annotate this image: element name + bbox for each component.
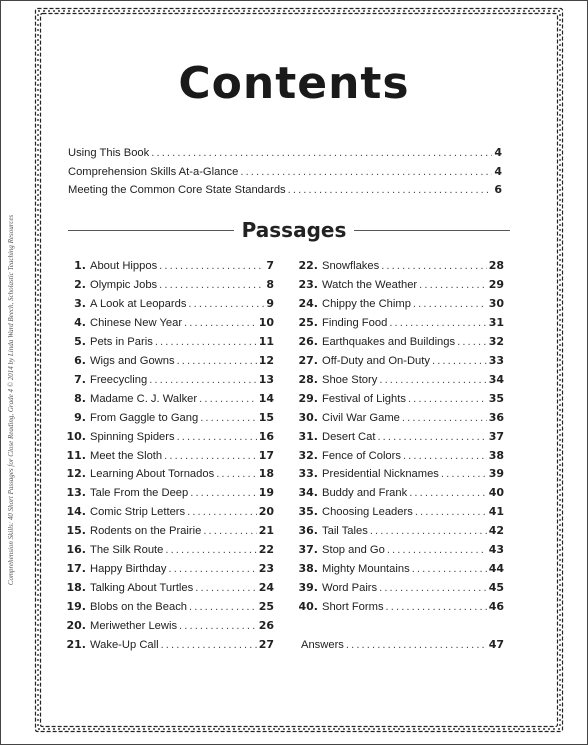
entry-number: 17. xyxy=(66,562,86,576)
page-number: 21 xyxy=(258,524,274,538)
entry-title: Spinning Spiders xyxy=(90,430,175,443)
dot-leader xyxy=(403,450,487,462)
dot-leader xyxy=(179,620,257,632)
dot-leader xyxy=(159,260,264,272)
page-number: 40 xyxy=(488,486,504,500)
dot-leader xyxy=(387,544,487,556)
toc-entry[interactable] xyxy=(68,146,502,165)
entry-title: A Look at Leopards xyxy=(90,297,187,310)
entry-title: Choosing Leaders xyxy=(322,506,413,519)
dot-leader xyxy=(161,639,257,651)
entry-number: 24. xyxy=(298,296,318,310)
toc-entry[interactable] xyxy=(66,373,274,392)
dot-leader xyxy=(187,506,257,518)
entry-number: 12. xyxy=(66,467,86,481)
page-number: 41 xyxy=(488,505,504,519)
entry-title: Off-Duty and On-Duty xyxy=(322,354,430,367)
entry-title: Meriwether Lewis xyxy=(90,620,178,633)
toc-entry[interactable] xyxy=(66,619,274,638)
entry-title: Desert Cat xyxy=(322,430,376,443)
dot-leader xyxy=(159,279,264,291)
toc-entry[interactable] xyxy=(66,335,274,354)
toc-entry[interactable] xyxy=(66,430,274,449)
entry-title: Tale From the Deep xyxy=(90,487,189,500)
page-number: 31 xyxy=(488,315,504,329)
dot-leader xyxy=(169,563,257,575)
page-number: 13 xyxy=(258,372,274,386)
entry-title: Answers xyxy=(301,639,344,651)
entry-title: Watch the Weather xyxy=(322,278,418,291)
entry-title: Comic Strip Letters xyxy=(90,506,186,519)
entry-number: 8. xyxy=(74,391,86,405)
entry-title: Pets in Paris xyxy=(90,335,153,348)
page-number: 37 xyxy=(488,429,504,443)
page-number: 7 xyxy=(266,259,274,272)
toc-entry[interactable] xyxy=(66,600,274,619)
entry-number: 7. xyxy=(74,372,86,386)
page-number: 32 xyxy=(488,334,504,348)
toc-entry[interactable] xyxy=(66,486,274,505)
entry-number: 20. xyxy=(66,619,86,633)
entry-title: Olympic Jobs xyxy=(90,278,158,291)
dot-leader xyxy=(457,336,487,348)
dot-leader xyxy=(413,298,487,310)
page-number: 34 xyxy=(488,372,504,386)
page-number: 19 xyxy=(258,486,274,500)
toc-entry[interactable] xyxy=(66,581,274,600)
toc-entry[interactable] xyxy=(66,392,274,411)
entry-number: 36. xyxy=(298,524,318,538)
dot-leader xyxy=(216,468,256,480)
entry-title: Earthquakes and Buildings xyxy=(322,335,456,348)
entry-title: Tail Tales xyxy=(322,525,368,538)
toc-entry[interactable] xyxy=(66,411,274,430)
entry-title: Presidential Nicknames xyxy=(322,468,439,481)
toc-entry[interactable] xyxy=(66,467,274,486)
entry-title: Happy Birthday xyxy=(90,563,167,576)
entry-number: 21. xyxy=(66,638,86,651)
entry-title: Stop and Go xyxy=(322,544,385,557)
dot-leader xyxy=(200,412,256,424)
page-number: 12 xyxy=(258,353,274,367)
toc-entry[interactable] xyxy=(66,297,274,316)
page-number: 43 xyxy=(488,543,504,557)
entry-number: 1. xyxy=(74,259,86,272)
dot-leader xyxy=(177,431,257,443)
entry-title: Learning About Tornados xyxy=(90,468,215,481)
entry-title: From Gaggle to Gang xyxy=(90,411,199,424)
entry-number: 3. xyxy=(74,296,86,310)
dot-leader xyxy=(409,487,486,499)
entry-number: 13. xyxy=(66,486,86,500)
entry-title: Wake-Up Call xyxy=(90,639,159,651)
page-number: 25 xyxy=(258,600,274,614)
entry-number: 6. xyxy=(74,353,86,367)
entry-number: 16. xyxy=(66,543,86,557)
page-number: 42 xyxy=(488,524,504,538)
entry-title: Using This Book xyxy=(68,147,150,159)
page-number: 8 xyxy=(266,277,274,291)
entry-title: Meeting the Common Core State Standards xyxy=(68,184,286,196)
page-number: 28 xyxy=(488,259,504,272)
toc-entry[interactable] xyxy=(298,543,504,562)
toc-entry[interactable] xyxy=(298,335,504,354)
page-number: 44 xyxy=(488,562,504,576)
toc-entry[interactable] xyxy=(298,600,504,619)
page-number: 17 xyxy=(258,448,274,462)
entry-title: Comprehension Skills At-a-Glance xyxy=(68,165,239,178)
page-number: 6 xyxy=(494,183,502,196)
page-number: 9 xyxy=(266,296,274,310)
entry-title: Blobs on the Beach xyxy=(90,601,188,614)
entry-title: About Hippos xyxy=(90,260,158,272)
toc-entry[interactable] xyxy=(66,278,274,297)
toc-entry[interactable] xyxy=(66,259,274,278)
entry-title: Festival of Lights xyxy=(322,392,406,405)
entry-title: Mighty Mountains xyxy=(322,563,410,576)
toc-entry[interactable] xyxy=(298,392,504,411)
toc-entry[interactable] xyxy=(68,183,502,202)
toc-entry[interactable] xyxy=(298,373,504,392)
entry-number: 23. xyxy=(298,277,318,291)
entry-title: Madame C. J. Walker xyxy=(90,392,198,405)
page-number: 10 xyxy=(258,315,274,329)
dot-leader xyxy=(419,279,487,291)
entry-title: Finding Food xyxy=(322,316,388,329)
page-number: 20 xyxy=(258,505,274,519)
entry-number: 40. xyxy=(298,600,318,614)
page-number: 4 xyxy=(494,146,502,159)
dot-leader xyxy=(379,374,486,386)
side-credit-text: Comprehension Skills: 40 Short Passages for Close Reading, Grade 4 © 2014 by Linda Ward Beech, Scholastic Teaching Resources xyxy=(7,214,15,586)
page-number: 39 xyxy=(488,467,504,481)
passages-heading xyxy=(0,218,588,242)
toc-entry[interactable] xyxy=(298,449,504,468)
entry-number: 10. xyxy=(66,429,86,443)
dot-leader xyxy=(432,355,487,367)
page-number: 24 xyxy=(258,581,274,595)
dot-leader xyxy=(370,525,487,537)
page-number: 35 xyxy=(488,391,504,405)
entry-number: 38. xyxy=(298,562,318,576)
toc-entry[interactable] xyxy=(298,297,504,316)
dot-leader xyxy=(240,166,492,178)
dot-leader xyxy=(377,431,486,443)
dot-leader xyxy=(203,525,256,537)
page-number: 23 xyxy=(258,562,274,576)
dot-leader xyxy=(346,639,487,651)
dot-leader xyxy=(441,468,487,480)
entry-number: 26. xyxy=(298,334,318,348)
entry-number: 39. xyxy=(298,581,318,595)
entry-number: 18. xyxy=(66,581,86,595)
entry-number: 15. xyxy=(66,524,86,538)
dot-leader xyxy=(189,601,257,613)
toc-entry[interactable] xyxy=(298,467,504,486)
dot-leader xyxy=(184,317,257,329)
dot-leader xyxy=(188,298,264,310)
dot-leader xyxy=(415,506,487,518)
entry-number: 11. xyxy=(66,448,86,462)
page-number: 4 xyxy=(494,164,502,178)
entry-number: 22. xyxy=(298,259,318,272)
entry-title: Meet the Sloth xyxy=(90,449,163,462)
entry-number: 35. xyxy=(298,505,318,519)
entry-title: Rodents on the Prairie xyxy=(90,525,202,538)
page-number: 27 xyxy=(258,638,274,651)
toc-entry[interactable] xyxy=(298,486,504,505)
entry-number: 25. xyxy=(298,315,318,329)
page-number: 45 xyxy=(488,581,504,595)
entry-number: 5. xyxy=(74,334,86,348)
toc-entry[interactable] xyxy=(66,543,274,562)
entry-number: 30. xyxy=(298,410,318,424)
toc-entry[interactable] xyxy=(298,562,504,581)
page-number: 38 xyxy=(488,448,504,462)
toc-entry[interactable] xyxy=(66,354,274,373)
entry-title: Word Pairs xyxy=(322,582,378,595)
toc-entry[interactable] xyxy=(298,316,504,335)
page-number: 29 xyxy=(488,277,504,291)
side-credit xyxy=(2,120,20,680)
dot-leader xyxy=(165,544,256,556)
dot-leader xyxy=(177,355,257,367)
entry-title: Short Forms xyxy=(322,601,384,614)
toc-entry[interactable] xyxy=(298,411,504,430)
toc-entry[interactable] xyxy=(301,638,504,657)
entry-number: 28. xyxy=(298,372,318,386)
entry-title: Chinese New Year xyxy=(90,316,183,329)
page-number: 15 xyxy=(258,410,274,424)
toc-entry[interactable] xyxy=(66,562,274,581)
entry-title: Talking About Turtles xyxy=(90,582,194,595)
page-number: 30 xyxy=(488,296,504,310)
entry-title: Shoe Story xyxy=(322,373,378,386)
toc-entry[interactable] xyxy=(66,505,274,524)
dot-leader xyxy=(164,450,257,462)
dot-leader xyxy=(402,412,487,424)
toc-entry[interactable] xyxy=(66,316,274,335)
toc-entry[interactable] xyxy=(66,449,274,468)
toc-entry[interactable] xyxy=(298,505,504,524)
dot-leader xyxy=(389,317,486,329)
toc-entry[interactable] xyxy=(66,524,274,543)
toc-entry[interactable] xyxy=(298,524,504,543)
entry-title: Snowflakes xyxy=(322,260,380,272)
entry-number: 2. xyxy=(74,277,86,291)
toc-entry[interactable] xyxy=(66,638,274,657)
page-number: 26 xyxy=(258,619,274,633)
page-number: 33 xyxy=(488,353,504,367)
entry-title: Chippy the Chimp xyxy=(322,297,411,310)
entry-title: The Silk Route xyxy=(90,544,164,557)
heading-rule-left xyxy=(68,230,238,231)
entry-number: 32. xyxy=(298,448,318,462)
toc-entry[interactable] xyxy=(68,165,502,184)
entry-number: 37. xyxy=(298,543,318,557)
page-number: 11 xyxy=(258,334,274,348)
toc-entry[interactable] xyxy=(298,259,504,278)
entry-title: Buddy and Frank xyxy=(322,487,408,500)
passages-title: Passages xyxy=(234,218,355,242)
dot-leader xyxy=(408,393,487,405)
page-number: 18 xyxy=(258,467,274,481)
entry-number: 33. xyxy=(298,467,318,481)
dot-leader xyxy=(151,147,492,159)
dot-leader xyxy=(386,601,487,613)
page-number: 14 xyxy=(258,391,274,405)
page-number: 46 xyxy=(488,600,504,614)
entry-number: 29. xyxy=(298,391,318,405)
entry-title: Wigs and Gowns xyxy=(90,354,175,367)
page-number: 22 xyxy=(258,543,274,557)
entry-number: 9. xyxy=(74,410,86,424)
toc-entry[interactable] xyxy=(298,581,504,600)
toc-entry[interactable] xyxy=(298,430,504,449)
dot-leader xyxy=(288,184,493,196)
entry-title: Civil War Game xyxy=(322,411,400,424)
heading-rule-right xyxy=(350,230,510,231)
dot-leader xyxy=(199,393,257,405)
dot-leader xyxy=(149,374,256,386)
page-number: 47 xyxy=(488,638,504,651)
dot-leader xyxy=(190,487,256,499)
toc-entry[interactable] xyxy=(298,278,504,297)
dot-leader xyxy=(381,260,486,272)
entry-number: 31. xyxy=(298,429,318,443)
toc-entry[interactable] xyxy=(298,354,504,373)
entry-number: 14. xyxy=(66,505,86,519)
entry-number: 4. xyxy=(74,315,86,329)
dot-leader xyxy=(379,582,487,594)
dot-leader xyxy=(412,563,487,575)
entry-number: 19. xyxy=(66,600,86,614)
entry-title: Fence of Colors xyxy=(322,449,401,462)
entry-number: 34. xyxy=(298,486,318,500)
entry-title: Freecycling xyxy=(90,373,148,386)
dot-leader xyxy=(155,336,257,348)
page-title: Contents xyxy=(178,58,410,109)
dot-leader xyxy=(195,582,256,594)
page-number: 16 xyxy=(258,429,274,443)
page-number: 36 xyxy=(488,410,504,424)
entry-number: 27. xyxy=(298,353,318,367)
